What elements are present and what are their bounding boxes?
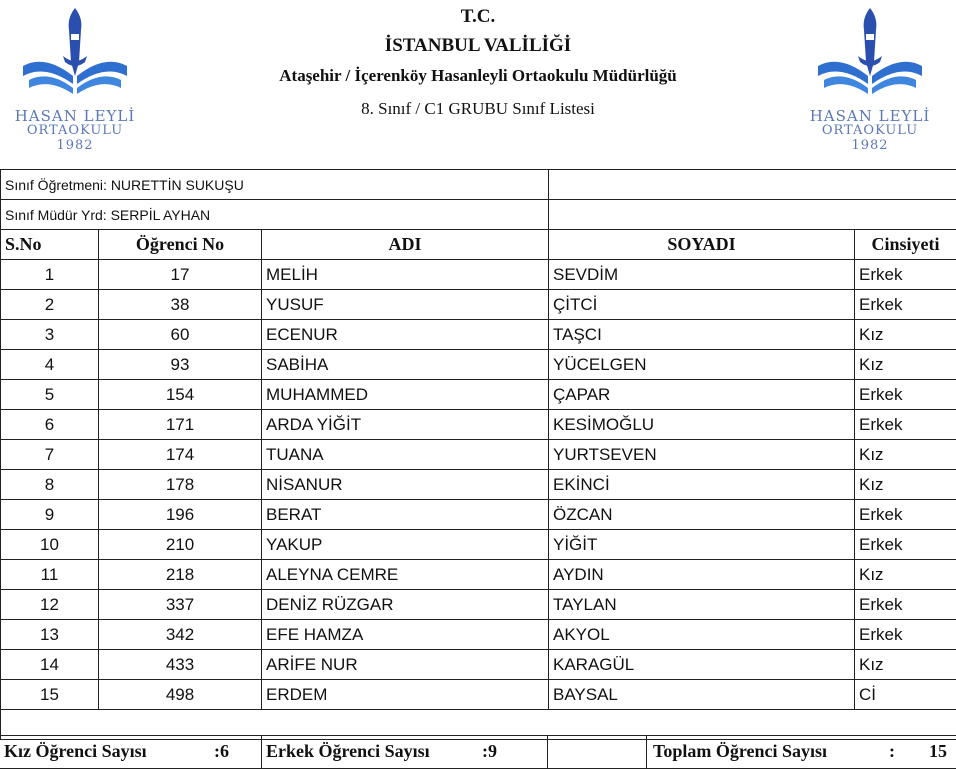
student-sno: 3 bbox=[1, 320, 99, 350]
table-row bbox=[1, 680, 956, 710]
student-name: DENİZ RÜZGAR bbox=[262, 590, 549, 620]
student-sno: 12 bbox=[1, 590, 99, 620]
student-sno: 6 bbox=[1, 410, 99, 440]
student-name: EFE HAMZA bbox=[262, 620, 549, 650]
table-row bbox=[1, 440, 956, 470]
student-sno: 13 bbox=[1, 620, 99, 650]
header-line-governorship: İSTANBUL VALİLİĞİ bbox=[200, 35, 756, 57]
student-name: ARİFE NUR bbox=[262, 650, 549, 680]
student-number: 218 bbox=[99, 560, 262, 590]
table-header-row bbox=[1, 230, 956, 260]
student-gender: Kız bbox=[855, 650, 956, 680]
student-name: ECENUR bbox=[262, 320, 549, 350]
student-gender: Erkek bbox=[855, 500, 956, 530]
student-surname: KARAGÜL bbox=[549, 650, 855, 680]
boys-count-label: Erkek Öğrenci Sayısı bbox=[266, 736, 430, 767]
table-row bbox=[1, 530, 956, 560]
student-surname: ÇİTCİ bbox=[549, 290, 855, 320]
table-row bbox=[1, 470, 956, 500]
student-number: 38 bbox=[99, 290, 262, 320]
student-number: 196 bbox=[99, 500, 262, 530]
student-sno: 10 bbox=[1, 530, 99, 560]
student-gender: Erkek bbox=[855, 590, 956, 620]
student-surname: AKYOL bbox=[549, 620, 855, 650]
student-gender: Kız bbox=[855, 320, 956, 350]
student-name: MELİH bbox=[262, 260, 549, 290]
table-row bbox=[1, 500, 956, 530]
empty-cell bbox=[549, 170, 956, 200]
logo-school-type: ORTAOKULU bbox=[0, 124, 150, 138]
logo-school-name: HASAN LEYLİ bbox=[0, 108, 150, 124]
student-surname: TAYLAN bbox=[549, 590, 855, 620]
logo-school-name: HASAN LEYLİ bbox=[795, 108, 945, 124]
student-gender: Kız bbox=[855, 440, 956, 470]
student-gender: Erkek bbox=[855, 290, 956, 320]
total-count-label: Toplam Öğrenci Sayısı bbox=[653, 736, 827, 767]
student-number: 171 bbox=[99, 410, 262, 440]
student-gender: Cİ bbox=[855, 680, 956, 710]
student-name: BERAT bbox=[262, 500, 549, 530]
col-header-gender: Cinsiyeti bbox=[855, 230, 956, 260]
student-gender: Erkek bbox=[855, 410, 956, 440]
student-surname: YÜCELGEN bbox=[549, 350, 855, 380]
teacher-row bbox=[1, 170, 956, 200]
student-name: YUSUF bbox=[262, 290, 549, 320]
girls-count-cell bbox=[0, 736, 262, 768]
school-logo-left bbox=[0, 6, 150, 153]
girls-count-value: :6 bbox=[214, 736, 229, 767]
student-name: MUHAMMED bbox=[262, 380, 549, 410]
student-name: TUANA bbox=[262, 440, 549, 470]
student-sno: 5 bbox=[1, 380, 99, 410]
student-gender: Erkek bbox=[855, 530, 956, 560]
student-sno: 1 bbox=[1, 260, 99, 290]
student-number: 210 bbox=[99, 530, 262, 560]
col-header-name: ADI bbox=[262, 230, 549, 260]
student-name: SABİHA bbox=[262, 350, 549, 380]
student-surname: YİĞİT bbox=[549, 530, 855, 560]
student-sno: 7 bbox=[1, 440, 99, 470]
footer-blank-cell bbox=[548, 736, 646, 768]
col-header-surname: SOYADI bbox=[549, 230, 855, 260]
table-row bbox=[1, 320, 956, 350]
header-line-class: 8. Sınıf / C1 GRUBU Sınıf Listesi bbox=[200, 99, 756, 119]
student-name: ARDA YİĞİT bbox=[262, 410, 549, 440]
student-number: 433 bbox=[99, 650, 262, 680]
student-number: 174 bbox=[99, 440, 262, 470]
student-number: 93 bbox=[99, 350, 262, 380]
student-sno: 4 bbox=[1, 350, 99, 380]
student-number: 178 bbox=[99, 470, 262, 500]
boys-count-cell bbox=[262, 736, 548, 768]
logo-year: 1982 bbox=[795, 138, 945, 153]
student-sno: 9 bbox=[1, 500, 99, 530]
total-count-cell bbox=[646, 736, 956, 768]
class-list-table bbox=[0, 169, 956, 740]
table-row bbox=[1, 590, 956, 620]
table-row bbox=[1, 380, 956, 410]
book-pen-logo-icon bbox=[810, 6, 930, 106]
student-name: YAKUP bbox=[262, 530, 549, 560]
class-teacher: Sınıf Öğretmeni: NURETTİN SUKUŞU bbox=[1, 170, 549, 200]
student-gender: Erkek bbox=[855, 260, 956, 290]
table-row bbox=[1, 350, 956, 380]
girls-count-label: Kız Öğrenci Sayısı bbox=[4, 736, 147, 767]
table-row bbox=[1, 650, 956, 680]
table-row bbox=[1, 410, 956, 440]
student-gender: Kız bbox=[855, 560, 956, 590]
student-sno: 8 bbox=[1, 470, 99, 500]
student-surname: KESİMOĞLU bbox=[549, 410, 855, 440]
student-name: ERDEM bbox=[262, 680, 549, 710]
table-row bbox=[1, 620, 956, 650]
student-number: 17 bbox=[99, 260, 262, 290]
logo-school-type: ORTAOKULU bbox=[795, 124, 945, 138]
table-row bbox=[1, 560, 956, 590]
col-header-sno: S.No bbox=[1, 230, 99, 260]
student-surname: SEVDİM bbox=[549, 260, 855, 290]
student-sno: 11 bbox=[1, 560, 99, 590]
student-gender: Erkek bbox=[855, 380, 956, 410]
total-count-colon: : bbox=[889, 736, 895, 767]
student-gender: Erkek bbox=[855, 620, 956, 650]
total-count-value: 15 bbox=[929, 736, 947, 767]
student-surname: AYDIN bbox=[549, 560, 855, 590]
document-header bbox=[0, 0, 956, 170]
student-surname: EKİNCİ bbox=[549, 470, 855, 500]
logo-year: 1982 bbox=[0, 138, 150, 153]
table-row bbox=[1, 290, 956, 320]
student-number: 60 bbox=[99, 320, 262, 350]
student-surname: ÖZCAN bbox=[549, 500, 855, 530]
col-header-student-no: Öğrenci No bbox=[99, 230, 262, 260]
school-logo-right bbox=[795, 6, 945, 153]
student-name: ALEYNA CEMRE bbox=[262, 560, 549, 590]
table-row bbox=[1, 260, 956, 290]
header-line-tc: T.C. bbox=[200, 6, 756, 28]
boys-count-value: :9 bbox=[482, 736, 497, 767]
student-sno: 2 bbox=[1, 290, 99, 320]
student-name: NİSANUR bbox=[262, 470, 549, 500]
book-pen-logo-icon bbox=[15, 6, 135, 106]
vice-principal: Sınıf Müdür Yrd: SERPİL AYHAN bbox=[1, 200, 549, 230]
vice-principal-row bbox=[1, 200, 956, 230]
header-line-school: Ataşehir / İçerenköy Hasanleyli Ortaokulu Müdürlüğü bbox=[200, 66, 756, 86]
student-number: 342 bbox=[99, 620, 262, 650]
empty-cell bbox=[549, 200, 956, 230]
student-surname: TAŞCI bbox=[549, 320, 855, 350]
student-sno: 15 bbox=[1, 680, 99, 710]
student-surname: ÇAPAR bbox=[549, 380, 855, 410]
summary-footer bbox=[0, 735, 956, 769]
student-gender: Kız bbox=[855, 350, 956, 380]
student-number: 154 bbox=[99, 380, 262, 410]
student-surname: YURTSEVEN bbox=[549, 440, 855, 470]
student-surname: BAYSAL bbox=[549, 680, 855, 710]
student-number: 498 bbox=[99, 680, 262, 710]
student-number: 337 bbox=[99, 590, 262, 620]
student-sno: 14 bbox=[1, 650, 99, 680]
student-gender: Kız bbox=[855, 470, 956, 500]
